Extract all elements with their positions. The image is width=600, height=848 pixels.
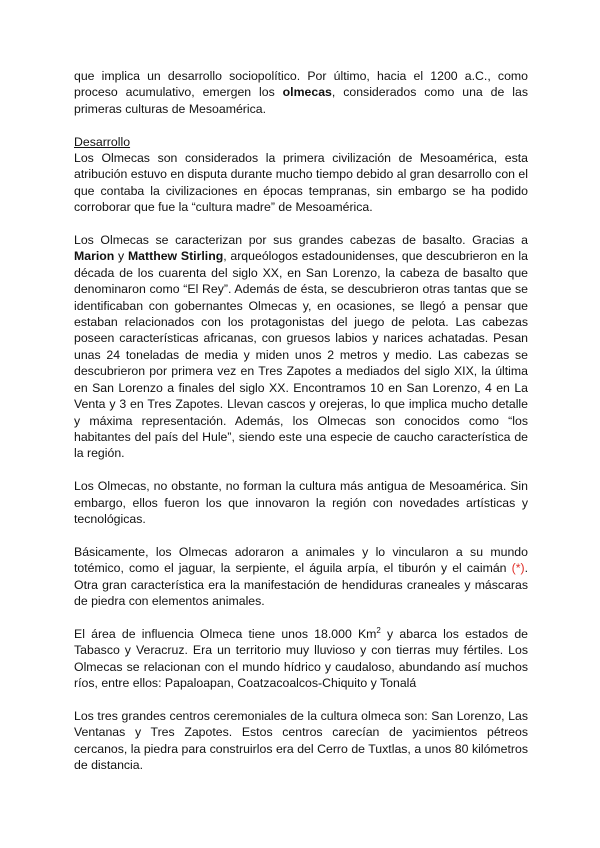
bold-name-marion: Marion	[74, 249, 115, 264]
text-span: Básicamente, los Olmecas adoraron a animales y lo vincularon a su mundo totémico, como el jaguar, la serpiente, el águila arpía, el tiburón y el caimán	[74, 544, 528, 576]
text-span: y abarca los estados de Tabasco y Veracruz. Era un territorio muy lluvioso y con tierras muy fértiles. Los Olmecas se relacionan con el mundo hídrico y caudaloso, abundando así muchos ríos, entre ellos: Papaloapan, Coatzacoalcos-Chiquito y Tonalá	[74, 626, 529, 690]
bold-term-olmecas: olmecas	[282, 85, 332, 100]
bold-name-matthew-stirling: Matthew Stirling	[127, 249, 224, 264]
paragraph-desarrollo-1: Los Olmecas son considerados la primera civilización de Mesoamérica, esta atribución estuvo en disputa durante mucho tiempo debido al gran desarrollo con el que contaba la civilizaciones en épocas tempranas, sin embargo se ha podido corroborar que fue la “cultura madre” de Mesoamérica.	[74, 151, 528, 215]
footnote-marker[interactable]: (*)	[511, 561, 525, 576]
paragraph-centros-ceremoniales: Los tres grandes centros ceremoniales de la cultura olmeca son: San Lorenzo, Las Ventanas y Tres Zapotes. Estos centros carecían de yacimientos pétreos cercanos, la piedra para construirlos era del Cerro de Tuxtlas, a unos 80 kilómetros de distancia.	[74, 708, 528, 772]
paragraph-cabezas	[74, 232, 528, 462]
superscript-2: 2	[376, 625, 381, 635]
paragraph-area-influencia	[74, 626, 528, 692]
text-span: que implica un desarrollo sociopolítico. Por último, hacia el 1200 a.C., como proceso acumulativo, emergen los	[74, 69, 528, 100]
paragraph-cultura-antigua: Los Olmecas, no obstante, no forman la cultura más antigua de Mesoamérica. Sin embargo, ellos fueron los que innovaron la región con novedades artísticas y tecnológicas.	[74, 479, 528, 526]
text-span: , considerados como una de las primeras culturas de Mesoamérica.	[74, 85, 528, 116]
paragraph-intro-end	[74, 68, 528, 117]
text-span: . Otra gran característica era la manifestación de hendiduras craneales y máscaras de piedra con elementos animales.	[74, 561, 528, 608]
document-page	[74, 68, 528, 790]
text-span: Los Olmecas se caracterizan por sus grandes cabezas de basalto. Gracias a	[74, 233, 528, 248]
paragraph-animales	[74, 544, 528, 610]
text-span: y	[114, 249, 128, 264]
text-span: , arqueólogos estadounidenses, que descubrieron en la década de los cuarenta del siglo XX, en San Lorenzo, la cabeza de basalto que denominaron como “El Rey”. Además de ésta, se descubrieron otras tantas que se identificaban con gobernantes Olmecas y, en ocasiones, se llegó a pensar que estaban relacionados con los protagonistas del juego de pelota. Las cabezas poseen características africanas, con gruesos labios y narices achatadas. Pesan unas 24 toneladas de media y miden unos 2 metros y medio. Las cabezas se descubrieron por primera vez en Tres Zapotes a mediados del siglo XIX, la última en San Lorenzo a finales del siglo XX. Encontramos 10 en San Lorenzo, 4 en La Venta y 3 en Tres Zapotes. Llevan cascos y orejeras, lo que implica mucho detalle y máxima representación. Además, los Olmecas son conocidos como “los habitantes del país del Hule”, siendo este una especie de caucho característica de la región.	[74, 249, 528, 461]
text-span: El área de influencia Olmeca tiene unos 18.000 Km	[74, 626, 377, 641]
section-heading-desarrollo: Desarrollo	[74, 134, 131, 149]
